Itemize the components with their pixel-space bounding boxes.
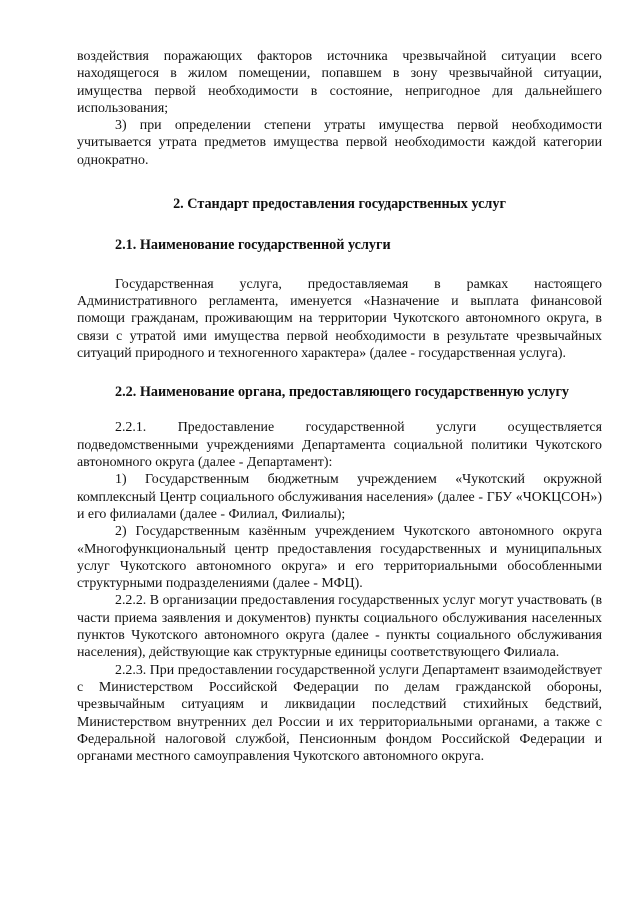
subsection-2-1-heading: 2.1. Наименование государственной услуги — [115, 237, 391, 254]
section-2-heading: 2. Стандарт предоставления государственных услуг — [173, 196, 506, 213]
paragraph-2-2-1: 2.2.1. Предоставление государственной услуги осуществляется подведомственными учреждениями Департамента социальной политики Чукотского автономного округа (далее - Департамент): — [77, 420, 602, 471]
paragraph-2-2-1-item-1: 1) Государственным бюджетным учреждением «Чукотский окружной комплексный Центр социального обслуживания населения» (далее - ГБУ «ЧОКЦСОН») и его филиалами (далее - Филиал, Филиалы); — [77, 472, 602, 522]
item-3-paragraph: 3) при определении степени утраты имущества первой необходимости учитывается утрата предметов имущества первой необходимости каждой категории однократно. — [77, 118, 602, 168]
paragraph-2-2-1-item-2: 2) Государственным казённым учреждением Чукотского автономного округа «Многофункциональный центр предоставления государственных и муниципальных услуг Чукотского автономного округа» и его территориальными обособленными структурными подразделениями (далее - МФЦ). — [77, 524, 602, 592]
document-page — [77, 48, 602, 765]
intro-paragraph: воздействия поражающих факторов источника чрезвычайной ситуации всего находящегося в жилом помещении, попавшем в зону чрезвычайной ситуации, имущества первой необходимости в состояние, непригодное для дальнейшего использования; — [77, 49, 602, 116]
paragraph-2-2-2: 2.2.2. В организации предоставления государственных услуг могут участвовать (в части приема заявления и документов) пункты социального обслуживания населенных пунктов Чукотского автономного округа (далее - пункты социального обслуживания населения), действующие как структурные единицы соответствующего Филиала. — [77, 593, 602, 661]
paragraph-2-2-3: 2.2.3. При предоставлении государственной услуги Департамент взаимодействует с Министерством Российской Федерации по делам гражданской обороны, чрезвычайным ситуациям и ликвидации последствий стихийных бедствий, Министерством внутренних дел России и их территориальными органами, а также с Федеральной налоговой службой, Пенсионным фондом Российской Федерации и органами местного самоуправления Чукотского автономного округа. — [77, 662, 602, 765]
paragraph-2-1: Государственная услуга, предоставляемая в рамках настоящего Административного регламента, именуется «Назначение и выплата финансовой помощи гражданам, проживающим на территории Чукотского автономного округа, в связи с утратой ими имущества первой необходимости в результате чрезвычайных ситуаций природного и техногенного характера» (далее - государственная услуга). — [77, 276, 602, 361]
subsection-2-2-heading: 2.2. Наименование органа, предоставляющего государственную услугу — [115, 384, 570, 401]
